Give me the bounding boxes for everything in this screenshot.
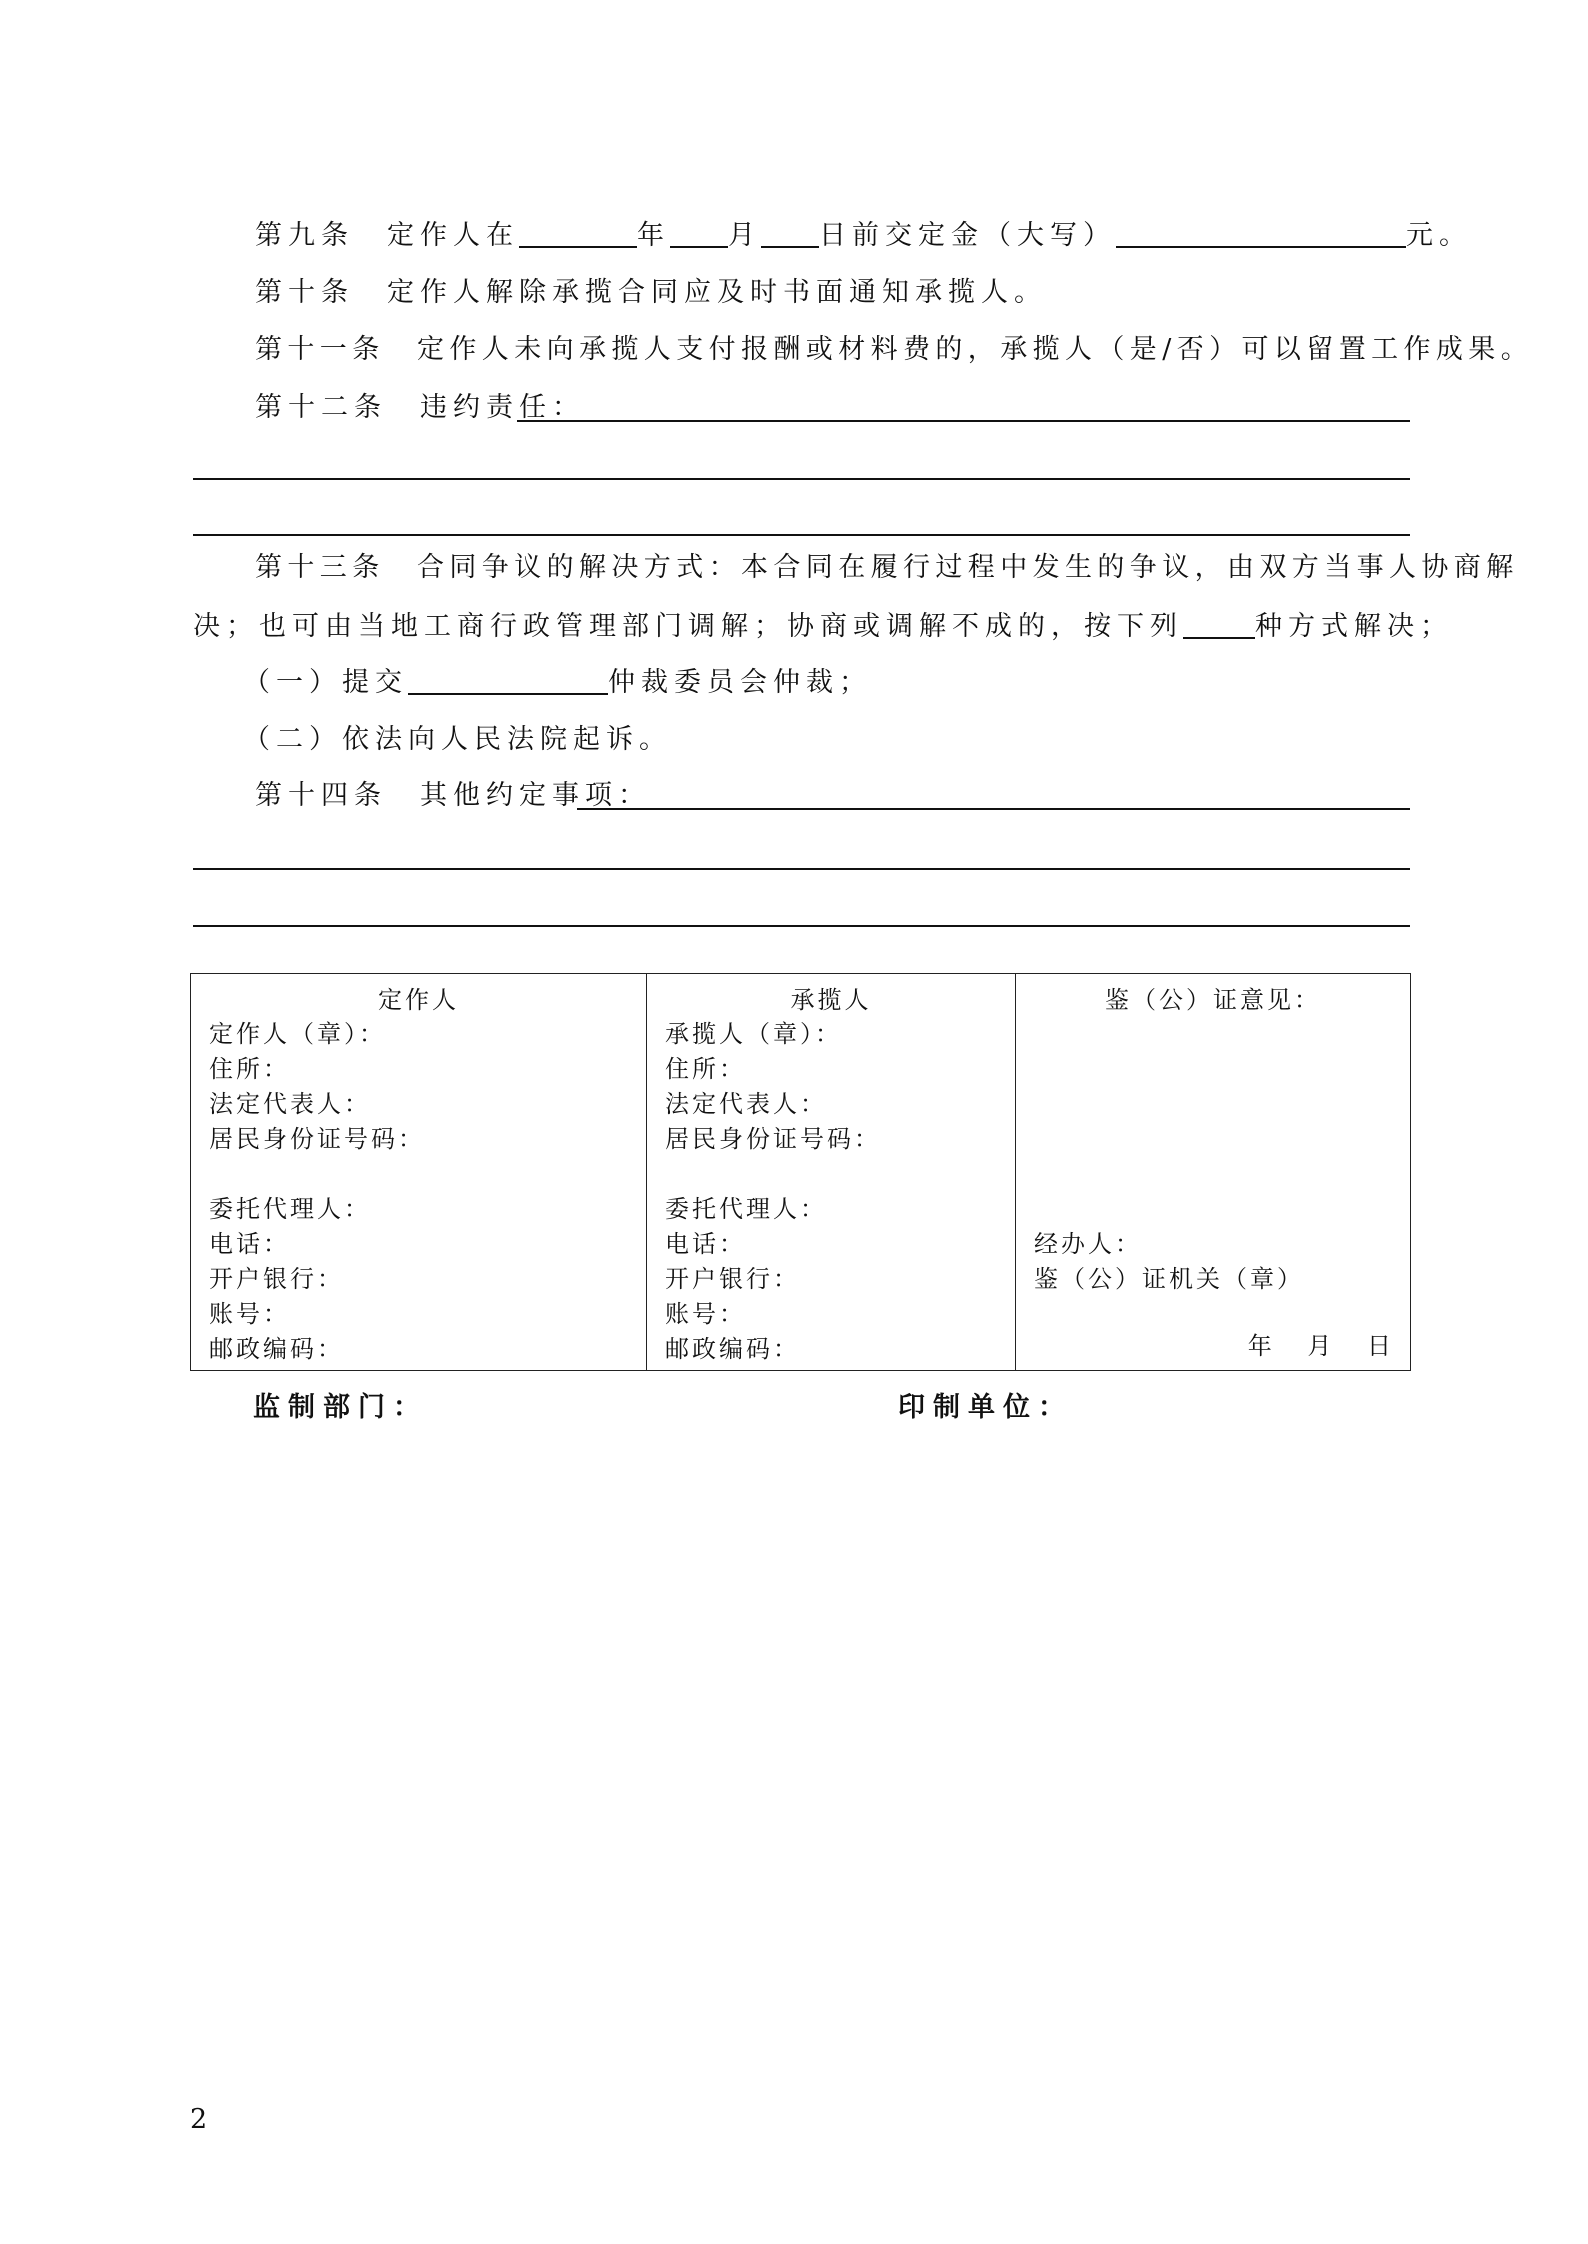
party-b-header: 承揽人: [790, 986, 872, 1014]
other-matters-blank[interactable]: [577, 808, 1410, 810]
page-number: 2: [190, 2104, 208, 2135]
notary-date-field[interactable]: 年 月 日: [1247, 1332, 1394, 1360]
article-9-text-a: 第九条 定作人在: [255, 220, 519, 251]
deposit-year-blank[interactable]: [519, 216, 637, 248]
notary-handler-field[interactable]: 经办人：: [1034, 1230, 1142, 1258]
notary-header: 鉴（公）证意见：: [1105, 986, 1321, 1014]
blank-rule[interactable]: [193, 534, 1410, 536]
option-court: （二）依法向人民法院起诉。: [243, 724, 672, 755]
article-14: [193, 774, 1410, 818]
article-13-text-b: 种方式解决；: [1255, 611, 1453, 642]
article-9-year: 年: [637, 220, 670, 251]
article-12: [193, 386, 1410, 430]
blank-rule[interactable]: [193, 925, 1410, 927]
article-9-month: 月: [728, 220, 761, 251]
supervisor-label: 监制部门：: [253, 1392, 428, 1423]
article-13-text-a: 决；也可由当地工商行政管理部门调解；协商或调解不成的，按下列: [193, 611, 1183, 642]
option-1-text-a: （一）提交: [243, 667, 408, 698]
deposit-day-blank[interactable]: [761, 216, 819, 248]
party-b-cell: [647, 974, 1016, 1371]
party-a-address-field[interactable]: 住所：: [209, 1055, 290, 1083]
article-13-line-2: [193, 605, 1453, 649]
party-a-bank-field[interactable]: 开户银行：: [209, 1265, 344, 1293]
party-a-account-field[interactable]: 账号：: [209, 1300, 290, 1328]
party-b-bank-field[interactable]: 开户银行：: [665, 1265, 800, 1293]
breach-liability-blank[interactable]: [517, 420, 1410, 422]
blank-rule[interactable]: [193, 868, 1410, 870]
deposit-amount-blank[interactable]: [1116, 216, 1406, 248]
party-a-agent-field[interactable]: 委托代理人：: [209, 1195, 371, 1223]
article-9-text-d: 日前交定金（大写）: [819, 220, 1116, 251]
party-b-postcode-field[interactable]: 邮政编码：: [665, 1335, 800, 1363]
party-a-seal-field[interactable]: 定作人（章）：: [209, 1020, 386, 1048]
party-b-phone-field[interactable]: 电话：: [665, 1230, 746, 1258]
option-1-text-b: 仲裁委员会仲裁；: [608, 667, 872, 698]
deposit-month-blank[interactable]: [670, 216, 728, 248]
party-a-postcode-field[interactable]: 邮政编码：: [209, 1335, 344, 1363]
article-9-text-e: 元。: [1406, 220, 1472, 251]
article-10: 第十条 定作人解除承揽合同应及时书面通知承揽人。: [255, 277, 1047, 308]
party-a-legal-rep-field[interactable]: 法定代表人：: [209, 1090, 371, 1118]
party-a-cell: [191, 974, 647, 1371]
party-a-id-field[interactable]: 居民身份证号码：: [209, 1125, 425, 1153]
signature-table: [190, 973, 1411, 1371]
notary-authority-field[interactable]: 鉴（公）证机关（章）: [1034, 1265, 1304, 1293]
party-b-address-field[interactable]: 住所：: [665, 1055, 746, 1083]
printer-label: 印制单位：: [898, 1392, 1073, 1423]
party-b-id-field[interactable]: 居民身份证号码：: [665, 1125, 881, 1153]
article-13-line-1: 第十三条 合同争议的解决方式：本合同在履行过程中发生的争议，由双方当事人协商解: [255, 552, 1519, 583]
dispute-method-blank[interactable]: [1183, 607, 1255, 639]
party-b-account-field[interactable]: 账号：: [665, 1300, 746, 1328]
option-arbitration: [193, 661, 1410, 705]
party-b-seal-field[interactable]: 承揽人（章）：: [665, 1020, 842, 1048]
notary-cell: [1016, 974, 1411, 1371]
article-14-text: 第十四条 其他约定事项：: [255, 780, 651, 811]
blank-rule[interactable]: [193, 478, 1410, 480]
arbitration-commission-blank[interactable]: [408, 663, 608, 695]
party-a-phone-field[interactable]: 电话：: [209, 1230, 290, 1258]
party-b-agent-field[interactable]: 委托代理人：: [665, 1195, 827, 1223]
article-12-text: 第十二条 违约责任：: [255, 392, 585, 423]
party-a-header: 定作人: [378, 986, 459, 1014]
party-b-legal-rep-field[interactable]: 法定代表人：: [665, 1090, 827, 1118]
article-11: 第十一条 定作人未向承揽人支付报酬或材料费的，承揽人（是/否）可以留置工作成果。: [255, 334, 1534, 365]
article-9: [193, 214, 1472, 258]
